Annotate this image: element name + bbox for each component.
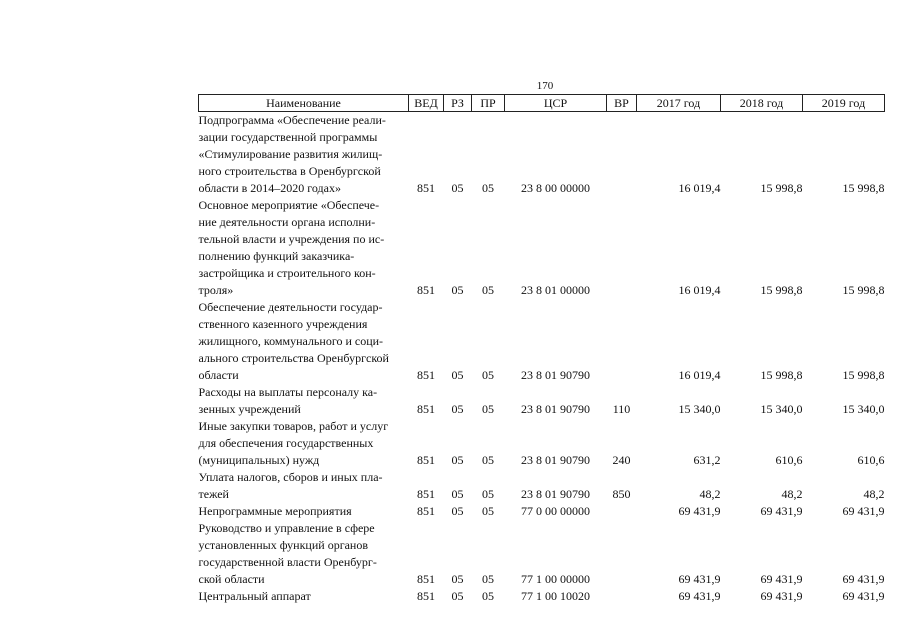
item-name-line: государственной власти Оренбург- xyxy=(198,555,377,569)
amount-2019-cell: 48,2 xyxy=(863,487,885,501)
amount-2017-cell: 48,2 xyxy=(699,487,721,501)
vr-cell: 240 xyxy=(612,453,631,467)
column-header-2019: 2019 год xyxy=(803,95,885,112)
rz-cell: 05 xyxy=(451,487,464,501)
vr-cell xyxy=(607,503,637,520)
column-header-name: Наименование xyxy=(199,95,409,112)
page-number: 170 xyxy=(536,80,554,92)
csr-cell: 23 8 01 00000 xyxy=(521,283,590,297)
item-name-cell xyxy=(199,520,409,588)
column-header-2018: 2018 год xyxy=(721,95,803,112)
amount-2017-cell: 15 340,0 xyxy=(678,402,721,416)
budget-table xyxy=(198,94,885,605)
item-name-cell xyxy=(199,299,409,384)
amount-2018-cell: 15 998,8 xyxy=(760,181,803,195)
vr-cell xyxy=(607,520,637,588)
item-name-line: тельной власти и учреждения по ис- xyxy=(198,232,385,246)
item-name-line: Иные закупки товаров, работ и услуг xyxy=(198,419,389,433)
column-header-2017: 2017 год xyxy=(637,95,721,112)
item-name-line: для обеспечения государственных xyxy=(198,436,374,450)
column-header-rz: РЗ xyxy=(444,95,472,112)
pr-cell: 05 xyxy=(482,368,494,382)
vr-cell xyxy=(607,299,637,384)
ved-cell: 851 xyxy=(417,402,435,416)
amount-2019-cell: 15 998,8 xyxy=(842,181,885,195)
amount-2017-cell: 69 431,9 xyxy=(678,504,721,518)
amount-2019-cell: 15 998,8 xyxy=(842,283,885,297)
item-name-line: Расходы на выплаты персоналу ка- xyxy=(198,385,378,399)
amount-2019-cell: 69 431,9 xyxy=(842,504,885,518)
amount-2018-cell: 15 998,8 xyxy=(760,368,803,382)
pr-cell: 05 xyxy=(482,283,494,297)
item-name-line: ственного казенного учреждения xyxy=(198,317,368,331)
item-name-line: «Стимулирование развития жилищ- xyxy=(198,147,383,161)
amount-2017-cell: 631,2 xyxy=(693,453,721,467)
rz-cell: 05 xyxy=(451,589,464,603)
item-name-line: области в 2014–2020 годах» xyxy=(198,181,341,195)
table-row xyxy=(199,588,885,605)
table-row xyxy=(199,299,885,384)
item-name-cell xyxy=(199,588,409,605)
vr-cell xyxy=(607,197,637,299)
item-name-cell xyxy=(199,197,409,299)
csr-cell: 77 1 00 00000 xyxy=(521,572,590,586)
amount-2017-cell: 69 431,9 xyxy=(678,572,721,586)
amount-2019-cell: 15 998,8 xyxy=(842,368,885,382)
table-row xyxy=(199,197,885,299)
item-name-line: зации государственной программы xyxy=(198,130,378,144)
item-name-line: области xyxy=(198,368,239,382)
item-name-line: Обеспечение деятельности государ- xyxy=(198,300,383,314)
vr-cell xyxy=(607,588,637,605)
item-name-cell xyxy=(199,112,409,198)
table-body xyxy=(199,112,885,606)
csr-cell: 23 8 01 90790 xyxy=(521,402,590,416)
csr-cell: 77 0 00 00000 xyxy=(521,504,590,518)
table-row xyxy=(199,503,885,520)
item-name-line: тежей xyxy=(198,487,229,501)
ved-cell: 851 xyxy=(417,487,435,501)
amount-2018-cell: 69 431,9 xyxy=(760,589,803,603)
table-row xyxy=(199,384,885,418)
rz-cell: 05 xyxy=(451,504,464,518)
item-name-line: застройщика и строительного кон- xyxy=(198,266,376,280)
amount-2019-cell: 610,6 xyxy=(857,453,885,467)
pr-cell: 05 xyxy=(482,487,494,501)
item-name-line: ние деятельности органа исполни- xyxy=(198,215,376,229)
ved-cell: 851 xyxy=(417,572,435,586)
pr-cell: 05 xyxy=(482,572,494,586)
item-name-line: ской области xyxy=(198,572,265,586)
item-name-cell xyxy=(199,469,409,503)
table-row xyxy=(199,418,885,469)
rz-cell: 05 xyxy=(451,283,464,297)
item-name-line: ального строительства Оренбургской xyxy=(198,351,389,365)
amount-2019-cell: 15 340,0 xyxy=(842,402,885,416)
rz-cell: 05 xyxy=(451,181,464,195)
item-name-line: Подпрограмма «Обеспечение реали- xyxy=(198,113,386,127)
csr-cell: 23 8 01 90790 xyxy=(521,487,590,501)
ved-cell: 851 xyxy=(417,504,435,518)
table-header-row xyxy=(199,95,885,112)
amount-2017-cell: 16 019,4 xyxy=(678,283,721,297)
amount-2019-cell: 69 431,9 xyxy=(842,589,885,603)
table-row xyxy=(199,520,885,588)
item-name-cell xyxy=(199,418,409,469)
amount-2019-cell: 69 431,9 xyxy=(842,572,885,586)
pr-cell: 05 xyxy=(482,181,494,195)
amount-2018-cell: 69 431,9 xyxy=(760,572,803,586)
pr-cell: 05 xyxy=(482,402,494,416)
column-header-ved: ВЕД xyxy=(409,95,444,112)
column-header-pr: ПР xyxy=(472,95,505,112)
amount-2018-cell: 69 431,9 xyxy=(760,504,803,518)
rz-cell: 05 xyxy=(451,572,464,586)
amount-2017-cell: 69 431,9 xyxy=(678,589,721,603)
item-name-line: ного строительства в Оренбургской xyxy=(198,164,381,178)
amount-2017-cell: 16 019,4 xyxy=(678,368,721,382)
ved-cell: 851 xyxy=(417,283,435,297)
vr-cell: 850 xyxy=(612,487,631,501)
item-name-cell xyxy=(199,503,409,520)
item-name-line: полнению функций заказчика- xyxy=(198,249,355,263)
ved-cell: 851 xyxy=(417,181,435,195)
rz-cell: 05 xyxy=(451,402,464,416)
item-name-line: Уплата налогов, сборов и иных пла- xyxy=(198,470,383,484)
item-name-line: Центральный аппарат xyxy=(198,589,311,603)
pr-cell: 05 xyxy=(482,504,494,518)
ved-cell: 851 xyxy=(417,368,435,382)
amount-2018-cell: 610,6 xyxy=(775,453,803,467)
item-name-line: Основное мероприятие «Обеспече- xyxy=(198,198,380,212)
item-name-line: жилищного, коммунального и соци- xyxy=(198,334,384,348)
item-name-line: Непрограммные мероприятия xyxy=(198,504,352,518)
amount-2018-cell: 15 998,8 xyxy=(760,283,803,297)
item-name-line: Руководство и управление в сфере xyxy=(198,521,375,535)
column-header-vr: ВР xyxy=(607,95,637,112)
csr-cell: 23 8 01 90790 xyxy=(521,453,590,467)
csr-cell: 77 1 00 10020 xyxy=(521,589,590,603)
csr-cell: 23 8 00 00000 xyxy=(521,181,590,195)
vr-cell xyxy=(607,112,637,198)
item-name-cell xyxy=(199,384,409,418)
column-header-csr: ЦСР xyxy=(505,95,607,112)
amount-2018-cell: 48,2 xyxy=(781,487,803,501)
ved-cell: 851 xyxy=(417,589,435,603)
ved-cell: 851 xyxy=(417,453,435,467)
item-name-line: установленных функций органов xyxy=(198,538,369,552)
pr-cell: 05 xyxy=(482,589,494,603)
item-name-line: троля» xyxy=(198,283,234,297)
amount-2018-cell: 15 340,0 xyxy=(760,402,803,416)
table-row xyxy=(199,112,885,198)
vr-cell: 110 xyxy=(612,402,631,416)
pr-cell: 05 xyxy=(482,453,494,467)
table-row xyxy=(199,469,885,503)
item-name-line: (муниципальных) нужд xyxy=(198,453,320,467)
item-name-line: зенных учреждений xyxy=(198,402,301,416)
csr-cell: 23 8 01 90790 xyxy=(521,368,590,382)
rz-cell: 05 xyxy=(451,368,464,382)
amount-2017-cell: 16 019,4 xyxy=(678,181,721,195)
rz-cell: 05 xyxy=(451,453,464,467)
